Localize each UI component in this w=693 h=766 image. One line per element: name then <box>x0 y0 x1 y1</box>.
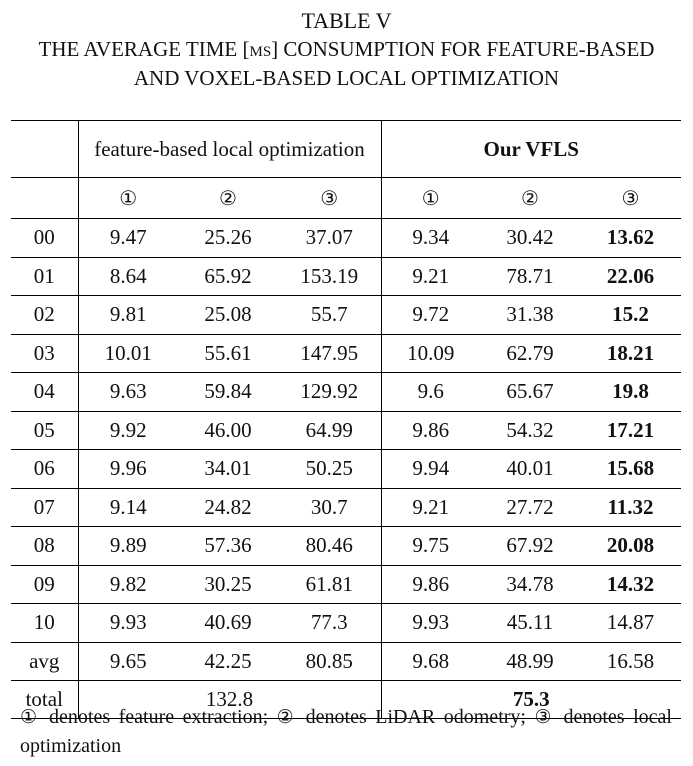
table-row <box>11 334 681 373</box>
feature-based-cell: 129.92 <box>278 373 381 412</box>
feature-based-cell: 9.81 <box>78 296 178 335</box>
subheader-vfls-1: ① <box>381 178 480 219</box>
note-symbol-1: ① <box>20 706 41 728</box>
vfls-cell: 27.72 <box>480 488 580 527</box>
vfls-cell: 9.34 <box>381 219 480 258</box>
total-feature-based: 132.8 <box>78 681 381 719</box>
feature-based-cell: 37.07 <box>278 219 381 258</box>
table-row <box>11 373 681 412</box>
feature-based-cell: 9.96 <box>78 450 178 489</box>
vfls-cell: 62.79 <box>480 334 580 373</box>
vfls-cell: 9.72 <box>381 296 480 335</box>
feature-based-cell: 57.36 <box>178 527 278 566</box>
feature-based-cell: 55.7 <box>278 296 381 335</box>
total-vfls: 75.3 <box>381 681 681 719</box>
vfls-cell: 65.67 <box>480 373 580 412</box>
subheader-feature-1: ① <box>78 178 178 219</box>
table-row <box>11 642 681 681</box>
sequence-label: 04 <box>11 373 78 412</box>
feature-based-cell: 80.85 <box>278 642 381 681</box>
table-caption <box>0 6 693 93</box>
vfls-cell: 9.21 <box>381 488 480 527</box>
group-header-feature-based: feature-based local optimization <box>78 121 381 178</box>
feature-based-cell: 9.14 <box>78 488 178 527</box>
group-header-vfls: Our VFLS <box>381 121 681 178</box>
sequence-label: 10 <box>11 604 78 643</box>
vfls-cell: 54.32 <box>480 411 580 450</box>
vfls-cell: 78.71 <box>480 257 580 296</box>
vfls-cell: 15.2 <box>580 296 681 335</box>
sequence-label: 02 <box>11 296 78 335</box>
note-symbol-2: ② <box>276 706 298 728</box>
vfls-cell: 16.58 <box>580 642 681 681</box>
sequence-label: 03 <box>11 334 78 373</box>
vfls-cell: 11.32 <box>580 488 681 527</box>
sequence-label: 06 <box>11 450 78 489</box>
table-row <box>11 527 681 566</box>
vfls-cell: 14.87 <box>580 604 681 643</box>
corner-cell-2 <box>11 178 78 219</box>
feature-based-cell: 25.08 <box>178 296 278 335</box>
vfls-cell: 20.08 <box>580 527 681 566</box>
sequence-label: 07 <box>11 488 78 527</box>
feature-based-cell: 9.63 <box>78 373 178 412</box>
vfls-cell: 67.92 <box>480 527 580 566</box>
table-number: TABLE V <box>301 8 392 33</box>
feature-based-cell: 80.46 <box>278 527 381 566</box>
sequence-label: avg <box>11 642 78 681</box>
vfls-cell: 9.21 <box>381 257 480 296</box>
sequence-label: 01 <box>11 257 78 296</box>
feature-based-cell: 153.19 <box>278 257 381 296</box>
table-footnote <box>20 703 672 761</box>
sequence-label: 08 <box>11 527 78 566</box>
feature-based-cell: 34.01 <box>178 450 278 489</box>
feature-based-cell: 77.3 <box>278 604 381 643</box>
vfls-cell: 45.11 <box>480 604 580 643</box>
table-row <box>11 604 681 643</box>
table-row <box>11 411 681 450</box>
feature-based-cell: 9.47 <box>78 219 178 258</box>
feature-based-cell: 65.92 <box>178 257 278 296</box>
total-label: total <box>11 681 78 719</box>
feature-based-cell: 55.61 <box>178 334 278 373</box>
vfls-cell: 10.09 <box>381 334 480 373</box>
table-row <box>11 296 681 335</box>
subheader-vfls-3: ③ <box>580 178 681 219</box>
sequence-label: 09 <box>11 565 78 604</box>
feature-based-cell: 10.01 <box>78 334 178 373</box>
feature-based-cell: 8.64 <box>78 257 178 296</box>
feature-based-cell: 59.84 <box>178 373 278 412</box>
vfls-cell: 22.06 <box>580 257 681 296</box>
feature-based-cell: 50.25 <box>278 450 381 489</box>
feature-based-cell: 9.89 <box>78 527 178 566</box>
vfls-cell: 19.8 <box>580 373 681 412</box>
feature-based-cell: 9.93 <box>78 604 178 643</box>
feature-based-cell: 64.99 <box>278 411 381 450</box>
feature-based-cell: 40.69 <box>178 604 278 643</box>
feature-based-cell: 25.26 <box>178 219 278 258</box>
feature-based-cell: 9.82 <box>78 565 178 604</box>
vfls-cell: 48.99 <box>480 642 580 681</box>
vfls-cell: 9.86 <box>381 565 480 604</box>
vfls-cell: 18.21 <box>580 334 681 373</box>
note-text-1: denotes feature extraction; <box>40 706 277 728</box>
table-row <box>11 565 681 604</box>
vfls-cell: 9.94 <box>381 450 480 489</box>
vfls-cell: 9.6 <box>381 373 480 412</box>
vfls-cell: 9.75 <box>381 527 480 566</box>
vfls-cell: 17.21 <box>580 411 681 450</box>
vfls-cell: 9.68 <box>381 642 480 681</box>
table-row <box>11 488 681 527</box>
table-row <box>11 219 681 258</box>
feature-based-cell: 46.00 <box>178 411 278 450</box>
feature-based-cell: 24.82 <box>178 488 278 527</box>
note-text-3: denotes local optimization <box>20 706 672 757</box>
feature-based-cell: 147.95 <box>278 334 381 373</box>
table-row <box>11 257 681 296</box>
subheader-vfls-2: ② <box>480 178 580 219</box>
subheader-feature-3: ③ <box>278 178 381 219</box>
vfls-cell: 15.68 <box>580 450 681 489</box>
vfls-cell: 9.86 <box>381 411 480 450</box>
vfls-cell: 30.42 <box>480 219 580 258</box>
sequence-label: 05 <box>11 411 78 450</box>
sequence-label: 00 <box>11 219 78 258</box>
table-title-line-2: AND VOXEL-BASED LOCAL OPTIMIZATION <box>133 66 560 90</box>
note-text-2: denotes LiDAR odometry; <box>297 706 535 728</box>
vfls-cell: 31.38 <box>480 296 580 335</box>
feature-based-cell: 42.25 <box>178 642 278 681</box>
vfls-cell: 14.32 <box>580 565 681 604</box>
feature-based-cell: 30.25 <box>178 565 278 604</box>
table-title-line-1: THE AVERAGE TIME [ms] CONSUMPTION FOR FEATURE-BASED <box>38 37 655 61</box>
vfls-cell: 13.62 <box>580 219 681 258</box>
vfls-cell: 40.01 <box>480 450 580 489</box>
table-row <box>11 450 681 489</box>
feature-based-cell: 9.65 <box>78 642 178 681</box>
feature-based-cell: 9.92 <box>78 411 178 450</box>
subheader-feature-2: ② <box>178 178 278 219</box>
vfls-cell: 9.93 <box>381 604 480 643</box>
note-symbol-3: ③ <box>534 706 555 728</box>
timing-table <box>11 120 681 719</box>
feature-based-cell: 30.7 <box>278 488 381 527</box>
vfls-cell: 34.78 <box>480 565 580 604</box>
feature-based-cell: 61.81 <box>278 565 381 604</box>
corner-cell <box>11 121 78 178</box>
